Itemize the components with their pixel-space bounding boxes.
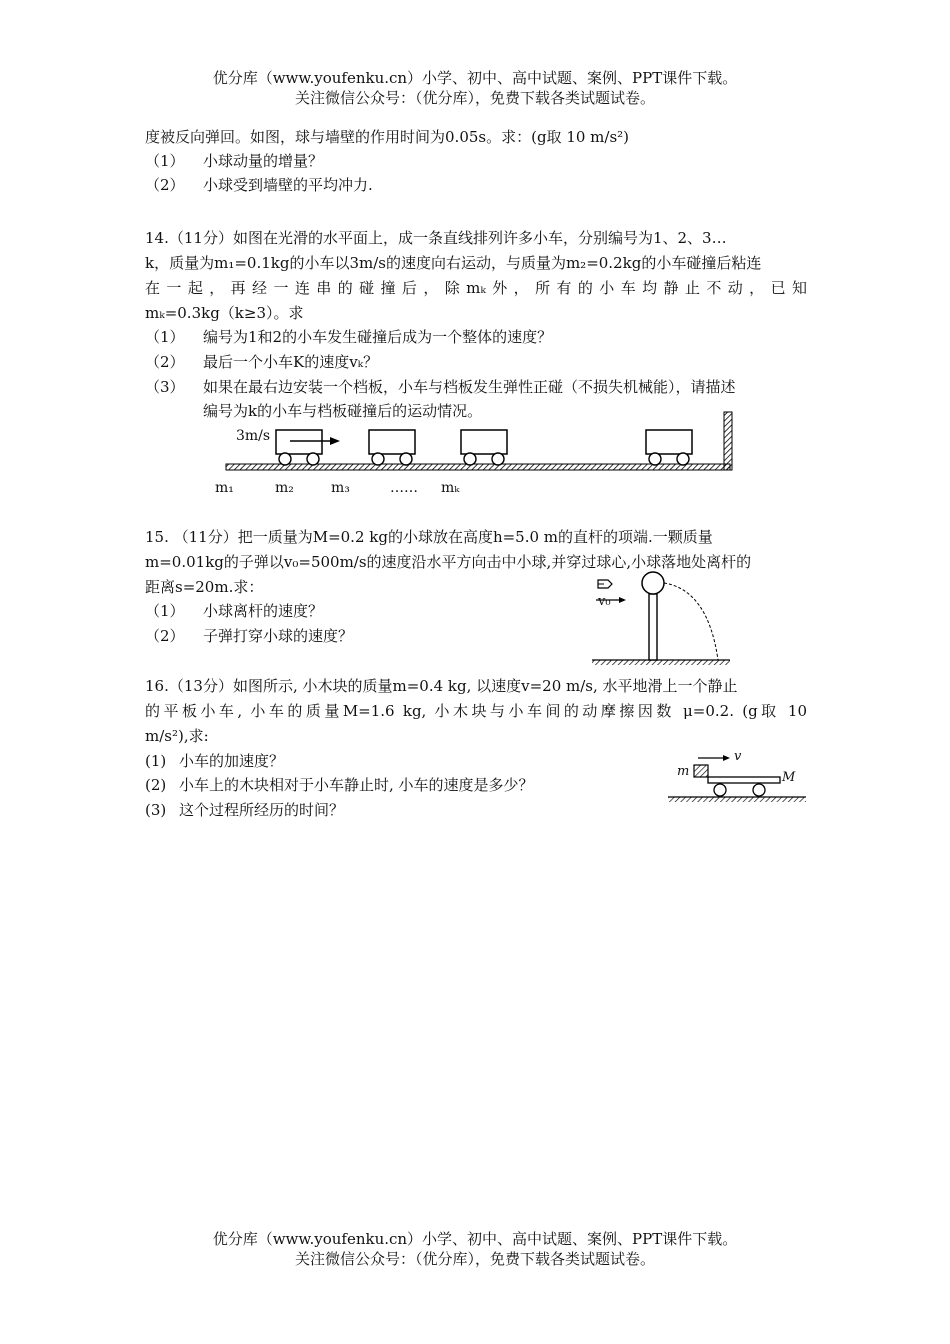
q14-item-1-text: 编号为1和2的小车发生碰撞后成为一个整体的速度？ xyxy=(203,328,553,346)
q16-line-3: m/s²),求: xyxy=(145,727,209,745)
q14-mass-label-1: m₁ xyxy=(215,480,234,496)
q14-item-2-num: （2） xyxy=(145,353,185,371)
q14-line-1: 14.（11分）如图在光滑的水平面上，成一条直线排列许多小车，分别编号为1、2、3… xyxy=(145,229,727,247)
q16-item-2 xyxy=(145,773,534,797)
q14-mass-label-3: m₃ xyxy=(331,480,350,496)
header-line-1: 优分库（www.youfenku.cn）小学、初中、高中试题、案例、PPT课件下载。 xyxy=(212,69,738,87)
q15-line-2: m=0.01kg的子弹以v₀=500m/s的速度沿水平方向击中小球,并穿过球心,小球落地处离杆的 xyxy=(145,553,752,571)
q14-speed-label: 3m/s xyxy=(236,428,271,444)
footer-line-2: 关注微信公众号：（优分库），免费下载各类试题试卷。 xyxy=(294,1250,655,1268)
wall-barrier xyxy=(724,412,732,470)
q16-v-label: v xyxy=(734,749,742,764)
flat-cart-board xyxy=(708,777,780,783)
q16-item-3-num: (3) xyxy=(145,801,167,819)
q13-item-1 xyxy=(145,149,323,173)
q15-v0-label: v₀ xyxy=(598,594,611,609)
bullet xyxy=(598,580,612,588)
q15-item-2-num: （2） xyxy=(145,627,185,645)
q16-item-1-num: (1) xyxy=(145,752,167,770)
q16-item-2-text: 小车上的木块相对于小车静止时, 小车的速度是多少？ xyxy=(179,776,534,794)
q16-line-1: 16.（13分）如图所示, 小木块的质量m=0.4 kg, 以速度v=20 m/s, 水平地滑上一个静止 xyxy=(145,677,738,695)
q16-item-1 xyxy=(145,749,284,773)
q13-item-2 xyxy=(145,173,373,197)
q14-item-1-num: （1） xyxy=(145,328,185,346)
q14-line-3: 在一起，再经一连串的碰撞后，除mₖ外，所有的小车均静止不动，已知 xyxy=(145,279,807,297)
cart-k xyxy=(646,430,692,465)
q15-item-1-text: 小球离杆的速度？ xyxy=(203,602,324,620)
q13-item-1-text: 小球动量的增量？ xyxy=(203,152,324,170)
q15-item-2-text: 子弹打穿小球的速度？ xyxy=(203,627,354,645)
q14-item-2 xyxy=(145,350,378,374)
cart-wheel-right xyxy=(753,784,765,796)
q14-item-3-continuation: 编号为k的小车与档板碰撞后的运动情况。 xyxy=(203,402,483,420)
pole xyxy=(649,594,657,660)
q16-line-2: 的平板小车, 小车的质量M=1.6 kg, 小木块与小车间的动摩擦因数 μ=0.2. (g取 10 xyxy=(145,702,807,720)
q13-item-2-num: （2） xyxy=(145,176,185,194)
q13-text-line: 度被反向弹回。如图，球与墙壁的作用时间为0.05s。求：(g取 10 m/s²) xyxy=(145,128,630,146)
q15-item-2 xyxy=(145,624,353,648)
q14-item-3-text: 如果在最右边安装一个档板，小车与档板发生弹性正碰（不损失机械能），请描述 xyxy=(203,378,736,396)
q15-item-1-num: （1） xyxy=(145,602,185,620)
cart-1 xyxy=(276,430,322,465)
q16-item-3 xyxy=(145,798,344,822)
q16-M-label: M xyxy=(782,770,796,785)
q14-mass-label-2: m₂ xyxy=(275,480,294,496)
trajectory-curve xyxy=(664,583,718,660)
ball xyxy=(642,572,664,594)
q15-pole-figure xyxy=(590,568,740,668)
q15-line-1: 15. （11分）把一质量为M=0.2 kg的小球放在高度h=5.0 m的直杆的项端.一颗质量 xyxy=(145,528,713,546)
header-line-2: 关注微信公众号：（优分库），免费下载各类试题试卷。 xyxy=(294,89,655,107)
ground xyxy=(592,660,730,665)
q15-line-3: 距离s=20m.求： xyxy=(145,578,264,596)
q13-item-1-num: （1） xyxy=(145,152,185,170)
ground xyxy=(668,797,806,802)
q14-carts-figure xyxy=(220,410,740,480)
wood-block xyxy=(694,765,708,777)
cart-wheel-left xyxy=(714,784,726,796)
cart-2 xyxy=(369,430,415,465)
q16-item-2-num: (2) xyxy=(145,776,167,794)
page-footer xyxy=(0,1229,950,1269)
page-header xyxy=(0,68,950,108)
q13-item-2-text: 小球受到墙壁的平均冲力. xyxy=(203,176,373,194)
q14-item-2-text: 最后一个小车K的速度vₖ？ xyxy=(203,353,379,371)
q14-line-4: mₖ=0.3kg（k≥3）。求 xyxy=(145,304,304,322)
q16-item-3-text: 这个过程所经历的时间？ xyxy=(179,801,345,819)
q16-m-label: m xyxy=(677,764,690,779)
cart-3 xyxy=(461,430,507,465)
q14-mass-ellipsis: …… xyxy=(390,480,418,496)
q14-item-3-num: （3） xyxy=(145,378,185,396)
q15-item-1 xyxy=(145,599,323,623)
q14-mass-label-k: mₖ xyxy=(441,480,460,496)
q14-item-3 xyxy=(145,375,736,399)
q16-item-1-text: 小车的加速度？ xyxy=(179,752,285,770)
q14-item-1 xyxy=(145,325,552,349)
footer-line-1: 优分库（www.youfenku.cn）小学、初中、高中试题、案例、PPT课件下载。 xyxy=(212,1230,738,1248)
q14-line-2: k，质量为m₁=0.1kg的小车以3m/s的速度向右运动，与质量为m₂=0.2kg的小车碰撞后粘连 xyxy=(145,254,762,272)
